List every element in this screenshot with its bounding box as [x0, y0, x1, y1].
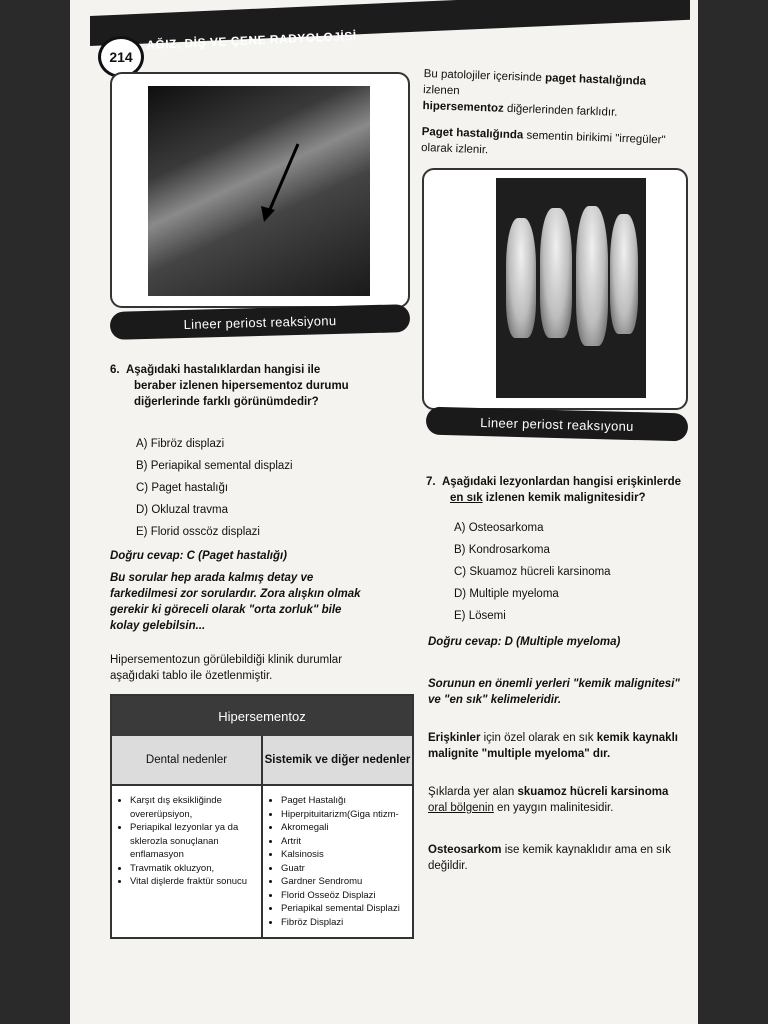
xray-image-1 [148, 86, 370, 296]
q6-option-b: B) Periapikal semental displazi [136, 460, 293, 472]
page-number: 214 [98, 36, 144, 78]
q7-para-1: Erişkinler için özel olarak en sık kemik kaynaklı malignite "multiple myeloma" dır. [428, 732, 678, 760]
table-col-dental [112, 786, 263, 937]
list-item: • Travmatik okluzyon, [130, 862, 255, 876]
q7-para-3: Osteosarkom ise kemik kaynaklıdır ama en sık değildir. [428, 844, 671, 872]
q7-option-e: E) Lösemi [454, 610, 506, 622]
tooth-shape [576, 206, 608, 346]
q7-option-d: D) Multiple myeloma [454, 588, 559, 600]
q7-note: Sorunun en önemli yerleri "kemik malignitesi" ve "en sık" kelimeleridir. [428, 678, 680, 706]
page-header [70, 8, 698, 65]
q7-option-a: A) Osteosarkoma [454, 522, 544, 534]
figure-1 [110, 72, 410, 308]
list-item: • Gardner Sendromu [281, 875, 406, 889]
chapter-title: AĞIZ, DİŞ VE ÇENE RADYOLOJİSİ [146, 28, 357, 52]
question-7: 7. Aşağıdaki lezyonlardan hangisi erişkinlerde en sık izlenen kemik malignitesidir? [426, 476, 682, 504]
list-item: • Hiperpituitarizm(Giga ntizm- [281, 808, 406, 822]
list-item: • Fibröz Displazi [281, 916, 406, 930]
table-title: Hipersementoz [112, 696, 412, 736]
table-header-row [112, 736, 412, 786]
tooth-shape [506, 218, 536, 338]
list-item: • Florid Osseöz Displazi [281, 889, 406, 903]
tooth-shape [540, 208, 572, 338]
list-item: • Akromegali [281, 821, 406, 835]
q6-option-d: D) Okluzal travma [136, 504, 229, 516]
q7-option-c: C) Skuamoz hücreli karsinoma [454, 566, 611, 578]
book-page [70, 0, 698, 1024]
q7-answer: Doğru cevap: D (Multiple myeloma) [428, 636, 621, 648]
list-item: • Guatr [281, 862, 406, 876]
tooth-shape [610, 214, 638, 334]
table-header-dental: Dental nedenler [112, 736, 263, 784]
hypercementosis-table [110, 694, 414, 939]
table-header-systemic: Sistemik ve diğer nedenler [263, 736, 412, 784]
table-body [112, 786, 412, 937]
table-col-systemic [263, 786, 412, 937]
q6-summary: Hipersementozun görülebildiği klinik durumlar aşağıdaki tablo ile özetlenmiştir. [110, 654, 343, 682]
q6-answer: Doğru cevap: C (Paget hastalığı) [110, 550, 288, 562]
figure-1-caption: Lineer periost reaksiyonu [110, 304, 411, 340]
list-item: • Paget Hastalığı [281, 794, 406, 808]
right-intro: Bu patolojiler içerisinde paget hastalığında izlenen hipersementoz diğerlerinden farklıdır. Paget hastalığında sementin birikimi "irregüler" olarak izlenir. [420, 67, 666, 157]
list-item: • Kalsinosis [281, 848, 406, 862]
q6-option-c: C) Paget hastalığı [136, 482, 229, 494]
q6-option-a: A) Fibröz displazi [136, 438, 225, 450]
list-item: • Artrit [281, 835, 406, 849]
xray-image-2 [496, 178, 646, 398]
question-6: 6. Aşağıdaki hastalıklardan hangisi ile beraber izlenen hipersementoz durumu diğerlerinde farklı görünümdedir? [110, 364, 349, 408]
list-item: • Periapikal semental Displazi [281, 902, 406, 916]
arrow-icon [148, 86, 370, 296]
q6-option-e: E) Florid osscöz displazi [136, 526, 260, 538]
figure-2-caption: Lineer periost reaksıyonu [426, 407, 689, 442]
list-item: • Karşıt dış eksikliğinde overerüpsiyon, [130, 794, 255, 821]
q6-note: Bu sorular hep arada kalmış detay ve farkedilmesi zor sorulardır. Zora alışkın olmak gerekir ki göreceli olarak "orta zorluk" bile kolay gelebilsin... [110, 572, 361, 632]
list-item: • Periapikal lezyonlar ya da sklerozla sonuçlanan enflamasyon [130, 821, 255, 862]
q7-para-2: Şıklarda yer alan skuamoz hücreli karsinoma oral bölgenin en yaygın malinitesidir. [428, 786, 669, 814]
figure-2 [422, 168, 688, 410]
q7-option-b: B) Kondrosarkoma [454, 544, 550, 556]
list-item: • Vital dişlerde fraktür sonucu [130, 875, 255, 889]
